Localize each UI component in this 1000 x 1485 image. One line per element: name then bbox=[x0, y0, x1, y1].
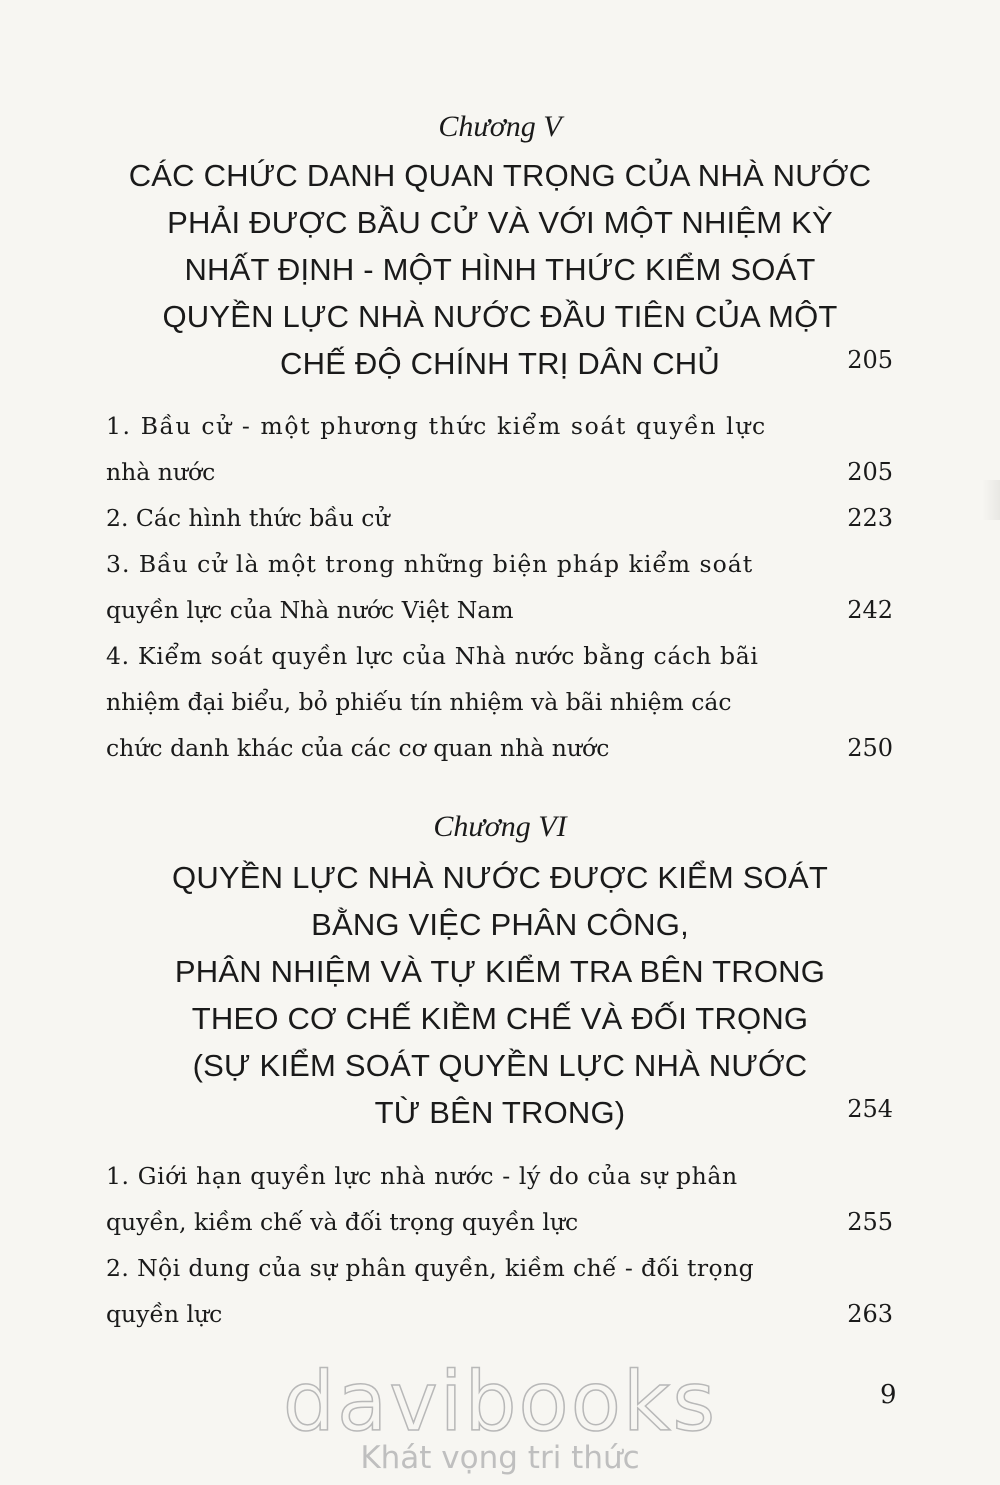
toc-entry-page: 242 bbox=[847, 596, 893, 624]
toc-entry-page: 223 bbox=[847, 504, 893, 532]
toc-entry-line: 1. Giới hạn quyền lực nhà nước - lý do của sự phân bbox=[106, 1162, 738, 1190]
toc-entry-line: 2. Nội dung của sự phân quyền, kiềm chế - đối trọng bbox=[106, 1254, 755, 1282]
chapter-vi-heading-line: PHÂN NHIỆM VÀ TỰ KIỂM TRA BÊN TRONG bbox=[174, 954, 826, 989]
toc-entry-page: 255 bbox=[847, 1208, 893, 1236]
toc-entry-line: chức danh khác của các cơ quan nhà nước bbox=[106, 734, 610, 762]
chapter-vi-label: Chương VI bbox=[433, 810, 567, 843]
page-edge-shadow bbox=[982, 480, 1000, 520]
chapter-vi-heading-line: THEO CƠ CHẾ KIỀM CHẾ VÀ ĐỐI TRỌNG bbox=[191, 1001, 809, 1036]
toc-entry-line: 2. Các hình thức bầu cử bbox=[106, 504, 390, 532]
chapter-vi-heading-line: (SỰ KIỂM SOÁT QUYỀN LỰC NHÀ NƯỚC bbox=[192, 1048, 808, 1083]
chapter-v-heading-line: NHẤT ĐỊNH - MỘT HÌNH THỨC KIỂM SOÁT bbox=[184, 252, 816, 287]
toc-entry-line: quyền lực của Nhà nước Việt Nam bbox=[106, 596, 514, 624]
chapter-v-label: Chương V bbox=[438, 110, 562, 143]
toc-entry-page: 263 bbox=[847, 1300, 893, 1328]
toc-entry-line: quyền, kiềm chế và đối trọng quyền lực bbox=[106, 1208, 579, 1236]
toc-entry-page: 250 bbox=[847, 734, 893, 762]
chapter-v-heading-line: QUYỀN LỰC NHÀ NƯỚC ĐẦU TIÊN CỦA MỘT bbox=[162, 299, 838, 334]
toc-entry-line: quyền lực bbox=[106, 1300, 223, 1328]
toc-entry-line: nhiệm đại biểu, bỏ phiếu tín nhiệm và bãi nhiệm các bbox=[106, 688, 732, 716]
chapter-vi-heading-line: TỪ BÊN TRONG) bbox=[374, 1095, 626, 1130]
watermark-logo: davibooks bbox=[282, 1355, 718, 1450]
chapter-v-heading-line: CHẾ ĐỘ CHÍNH TRỊ DÂN CHỦ bbox=[280, 346, 720, 381]
page-folio: 9 bbox=[880, 1380, 897, 1410]
toc-entry-line: 4. Kiểm soát quyền lực của Nhà nước bằng cách bãi bbox=[106, 642, 759, 670]
toc-entry-line: 1. Bầu cử - một phương thức kiểm soát quyền lực bbox=[106, 412, 767, 440]
chapter-v-page-number: 205 bbox=[847, 346, 893, 374]
chapter-vi-page-number: 254 bbox=[847, 1095, 893, 1123]
toc-entry-line: 3. Bầu cử là một trong những biện pháp kiểm soát bbox=[106, 550, 754, 578]
chapter-v-heading-line: CÁC CHỨC DANH QUAN TRỌNG CỦA NHÀ NƯỚC bbox=[128, 158, 872, 193]
watermark-tagline: Khát vọng tri thức bbox=[360, 1440, 640, 1476]
toc-entry-line: nhà nước bbox=[106, 458, 216, 486]
chapter-vi-heading-line: QUYỀN LỰC NHÀ NƯỚC ĐƯỢC KIỂM SOÁT bbox=[172, 860, 828, 895]
toc-entry-page: 205 bbox=[847, 458, 893, 486]
chapter-vi-heading-line: BẰNG VIỆC PHÂN CÔNG, bbox=[311, 907, 689, 942]
chapter-v-heading-line: PHẢI ĐƯỢC BẦU CỬ VÀ VỚI MỘT NHIỆM KỲ bbox=[167, 205, 833, 240]
